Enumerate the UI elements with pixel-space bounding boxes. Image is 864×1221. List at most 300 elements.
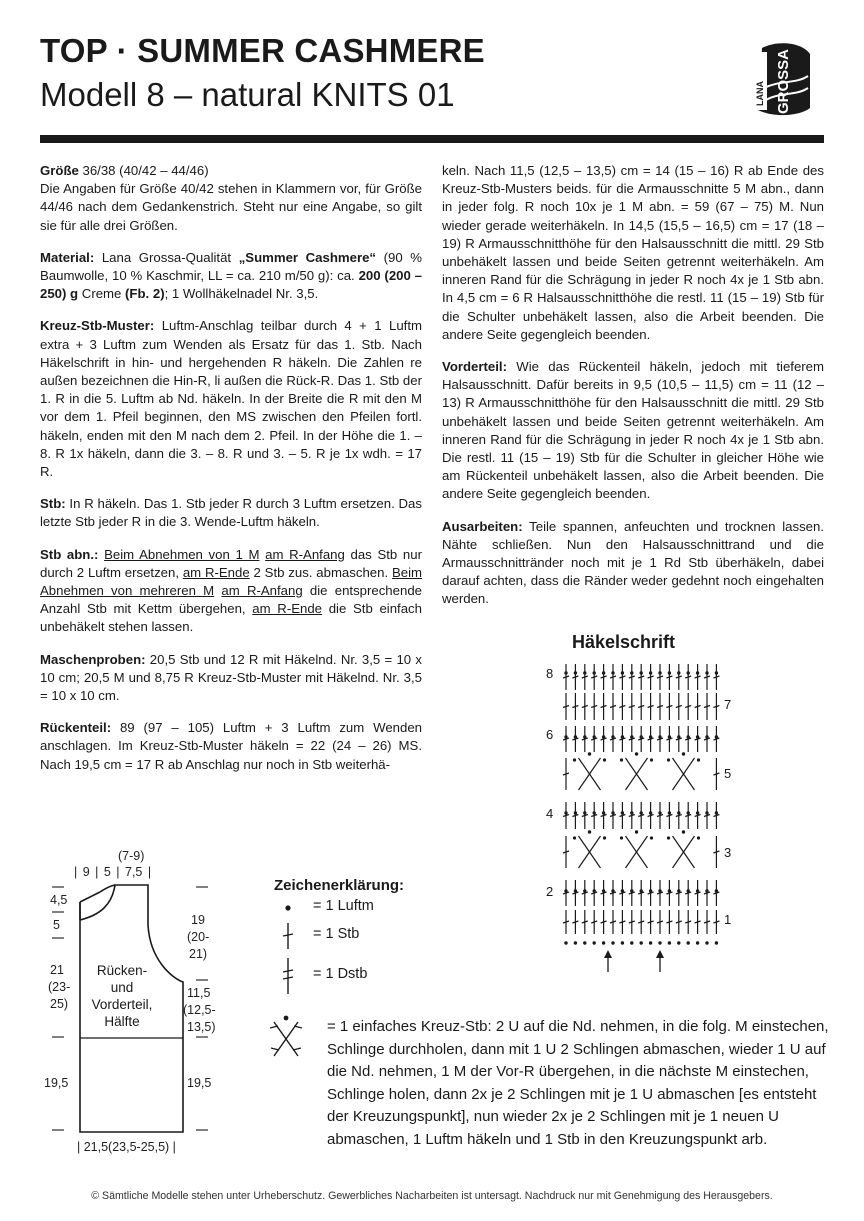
stitch-stb-bar (629, 892, 635, 894)
stitch-stb-bar (619, 815, 625, 817)
stitch-stb-bar (713, 815, 719, 817)
schnitt-center-line: und (110, 980, 134, 995)
stitch-stb-bar (563, 815, 569, 817)
ruecken-label: Rückenteil: (40, 720, 112, 736)
stitch-stb-bar (666, 921, 672, 923)
chain-dot (649, 735, 652, 738)
chain-dot (649, 671, 652, 674)
section-ausarbeiten (442, 518, 824, 609)
chain-dot (583, 735, 586, 738)
chain-dot (611, 941, 614, 944)
kreuz-stb (579, 758, 601, 790)
chain-dot (583, 889, 586, 892)
chain-dot (658, 671, 661, 674)
legend-title: Zeichenerklärung: (274, 877, 405, 894)
stitch-stb-bar (572, 676, 578, 678)
stitch-stb-bar (685, 738, 691, 740)
material-text: Lana Grossa-Qualität (94, 249, 239, 265)
chain-dot (574, 735, 577, 738)
kreuz-stb (626, 758, 648, 790)
section-stb (40, 495, 422, 531)
stitch-stb-bar (638, 892, 644, 894)
stitch-stb-bar (685, 676, 691, 678)
chain-dot (696, 811, 699, 814)
section-stb-abn (40, 546, 422, 637)
vorder-text: Wie das Rückenteil häkeln, jedoch mit tieferem Halsausschnitt. Dafür bereits in 9,5 (10,5 – 11,5) cm = 11 (12 – 13) R Armausschnitthöhe für den Halsausschnitt die mittl. 29 Stb unbehäkelt lassen und beide Seiten getrennt weiterhäkeln. Am inneren Rand für die Schrägung in jeder R noch 4x je 1 Stb abn. Die restl. 11 (15 – 19) Stb für die Schulter in gleicher Höhe wie am Rückenteil unbehäkelt lassen, also die Arbeit beenden. Die andere Seite gegengleich beenden. (442, 359, 824, 502)
chain-dot (687, 941, 690, 944)
chain-dot (668, 889, 671, 892)
chain-dot (715, 889, 718, 892)
stitch-stb-bar (695, 738, 701, 740)
stitch-stb-bar (601, 738, 607, 740)
stb-symbol (278, 921, 298, 951)
stitch-stb-bar (563, 706, 569, 708)
chain-dot (611, 889, 614, 892)
page-subtitle: Modell 8 – natural KNITS 01 (40, 76, 455, 113)
chain-dot (705, 735, 708, 738)
stitch-stb-bar (582, 892, 588, 894)
chain-dot (696, 941, 699, 944)
stitch-stb-bar (619, 676, 625, 678)
schnitt-measure-left: 21 (50, 963, 64, 977)
chain-dot (705, 671, 708, 674)
stbabn-underlined: am R-Ende (182, 564, 250, 580)
chain-dot (620, 758, 623, 761)
stitch-stb-bar (648, 815, 654, 817)
haekelschrift-title: Häkelschrift (572, 632, 676, 652)
row-number: 3 (724, 845, 732, 860)
chain-dot (583, 941, 586, 944)
stitch-stb-bar (619, 706, 625, 708)
ruecken-cont-text: keln. Nach 11,5 (12,5 – 13,5) cm = 14 (15 – 16) R ab Ende des Kreuz-Stb-Musters beids. für die Armausschnitte 5 M abn., dann in jeder folg. R noch 10x je 1 M abn. = 59 (67 – 75) M. Nun wieder gerade weiterhäkeln. In 14,5 (15,5 – 16,5) cm = 17 (18 – 19) R Armausschnitthöhe für den Halsausschnitt die mittl. 29 Stb unbehäkelt lassen und beide Seiten getrennt weiterhäkeln. Am inneren Rand für die Schrägung in jeder R noch 4x je 1 Stb abn. In 4,5 cm = 6 R Halsausschnitthöhe die restl. 11 (15 – 19) Stb für die Schulter unbehäkelt lassen, also die Arbeit beenden. Die andere Seite gegengleich beenden. (442, 163, 824, 342)
pattern-arrow-head (604, 950, 612, 958)
chain-dot (697, 758, 700, 761)
chain-dot (574, 941, 577, 944)
chain-dot (705, 889, 708, 892)
chain-dot (602, 671, 605, 674)
stitch-stb-bar (638, 921, 644, 923)
chain-dot (630, 671, 633, 674)
stitch-stb-bar (619, 921, 625, 923)
stitch-stb-bar (648, 892, 654, 894)
section-rueckenteil-cont (442, 162, 824, 344)
chain-dot (649, 811, 652, 814)
chain-dot (658, 811, 661, 814)
stitch-stb-bar (572, 815, 578, 817)
legend-stb: = 1 Stb (313, 926, 360, 942)
stitch-stb-bar (563, 773, 569, 775)
chain-dot (620, 836, 623, 839)
left-column (40, 162, 422, 788)
chain-dot (574, 671, 577, 674)
chain-dot (630, 889, 633, 892)
material-text: (90 % Baumwolle, 10 % Kaschmir, LL = ca. 210 m/50 g): ca. (40, 249, 422, 284)
section-material (40, 249, 422, 304)
stitch-stb-bar (648, 706, 654, 708)
chain-dot (602, 889, 605, 892)
chain-dot (677, 941, 680, 944)
stitch-stb-bar (563, 921, 569, 923)
chain-dot (593, 941, 596, 944)
svg-text:LANA: LANA (755, 81, 765, 106)
stitch-stb-bar (676, 738, 682, 740)
chain-dot (593, 735, 596, 738)
chain-dot (697, 836, 700, 839)
schnitt-center-line: Vorderteil, (91, 997, 153, 1012)
stitch-stb-bar (610, 921, 616, 923)
row-number: 7 (724, 697, 732, 712)
stitch-stb-bar (563, 892, 569, 894)
stitch-stb-bar (572, 892, 578, 894)
section-groesse (40, 162, 422, 235)
stitch-stb-bar (713, 773, 719, 775)
stbabn-underlined: am R-Anfang (221, 583, 303, 599)
legend-kreuz-stb: = 1 einfaches Kreuz-Stb: 2 U auf die Nd. nehmen, in die folg. M einstechen, Schlinge durchholen, dann mit 1 U 2 Schlingen abmaschen, wieder 1 U auf die Nd. nehmen, 1 M der Vor-R übergehen, in die nächste M einstechen, Schlinge holen, dann 2x je 2 Schlingen mit je 1 U abmaschen [es entsteht der Kreuzungspunkt], nun wieder 2x je 2 Schlingen mit je 1 neuen U abmaschen, 1 Luftm häkeln und 1 Stb in den Kreuzungspunkt arb. (327, 1018, 829, 1148)
stitch-stb-bar (657, 815, 663, 817)
stitch-stb-bar (685, 921, 691, 923)
svg-text:GROSSA: GROSSA (775, 48, 792, 114)
stitch-stb-bar (648, 738, 654, 740)
schnitt-top-small: (7-9) (118, 849, 145, 863)
material-text: ; 1 Wollhäkelnadel Nr. 3,5. (164, 286, 319, 302)
kreuz-stb (626, 836, 648, 868)
chain-dot (658, 941, 661, 944)
row-number: 1 (724, 912, 732, 927)
chain-dot (583, 811, 586, 814)
stitch-stb-bar (591, 706, 597, 708)
stitch-stb-bar (601, 892, 607, 894)
chain-dot (621, 941, 624, 944)
stitch-stb-bar (713, 851, 719, 853)
kreuz-stb (673, 836, 695, 868)
schnitt-measure-right: 11,5 (187, 986, 211, 1000)
maschen-text: 20,5 Stb und 12 R mit Häkelnd. Nr. 3,5 = 10 x 10 cm; 20,5 M und 8,75 R Kreuz-Stb-Muster mit Häkelnd. Nr. 3,5 = 10 x 10 cm. (40, 651, 422, 704)
chain-dot (588, 752, 591, 755)
kreuz-stb (579, 836, 601, 868)
chain-dot (602, 735, 605, 738)
chain-dot (603, 836, 606, 839)
stbabn-text: 2 Stb zus. abmaschen. (249, 564, 392, 580)
stbabn-underlined: am R-Anfang (265, 546, 345, 562)
row-number: 2 (546, 884, 554, 899)
stitch-stb-bar (582, 738, 588, 740)
chain-dot (677, 735, 680, 738)
stitch-stb-bar (610, 815, 616, 817)
chain-dot (640, 941, 643, 944)
ruecken-text: 89 (97 – 105) Luftm + 3 Luftm zum Wenden anschlagen. Im Kreuz-Stb-Muster häkeln = 22 (24 – 26) MS. Nach 19,5 cm = 17 R ab Anschlag nur noch in Stb weiterhä- (40, 720, 422, 772)
chain-dot (611, 671, 614, 674)
stitch-stb-bar (695, 676, 701, 678)
stbabn-text: die entsprechende Anzahl Stb mit Kettm übergehen, (40, 583, 422, 617)
stitch-stb-bar (648, 676, 654, 678)
chain-dot (658, 735, 661, 738)
stitch-stb-bar (704, 892, 710, 894)
chain-dot (640, 671, 643, 674)
groesse-text: 36/38 (40/42 – 44/46) (78, 163, 209, 178)
kreuz-stb (673, 836, 695, 868)
chain-dot (696, 889, 699, 892)
stitch-stb-bar (629, 738, 635, 740)
chain-dot (667, 836, 670, 839)
chain-dot (564, 735, 567, 738)
schnitt-measure-right: 13,5) (187, 1020, 216, 1034)
stbabn-underlined: Beim Abnehmen von mehreren M (40, 564, 422, 599)
stitch-stb-bar (591, 738, 597, 740)
kreuz-stb (579, 758, 601, 790)
chain-dot (564, 889, 567, 892)
stitch-stb-bar (713, 892, 719, 894)
stitch-stb-bar (657, 706, 663, 708)
schnitt-top-measure: | 9 | 5 | 7,5 | (74, 865, 152, 879)
stbabn-underlined: Beim Abnehmen von 1 M (104, 546, 260, 562)
schnitt-measure-right: (20- (187, 930, 210, 944)
stitch-stb-bar (563, 676, 569, 678)
schnitt-center-line: Hälfte (104, 1014, 140, 1029)
row-number: 5 (724, 766, 732, 781)
right-column (442, 162, 824, 623)
stitch-stb-bar (676, 676, 682, 678)
chain-dot (715, 941, 718, 944)
stbabn-label: Stb abn.: (40, 546, 99, 562)
row-number: 4 (546, 806, 554, 821)
stitch-stb-bar (572, 738, 578, 740)
chain-dot (564, 671, 567, 674)
stitch-stb-bar (629, 921, 635, 923)
stitch-stb-bar (666, 815, 672, 817)
stitch-stb-bar (676, 921, 682, 923)
material-text: Creme (78, 286, 126, 302)
kreuz-stb (626, 836, 648, 868)
chain-dot (696, 671, 699, 674)
stitch-stb-bar (685, 706, 691, 708)
dstb-symbol (278, 956, 298, 996)
stitch-stb-bar (676, 892, 682, 894)
kreuz-text: Luftm-Anschlag teilbar durch 4 + 1 Luftm extra + 3 Luftm zum Wenden als Ersatz für das 1. Stb. Nach Häkelschrift in hin- und hergehenden R häkeln. Die Zahlen re außen bezeichnen die Hin-R, li außen die Rück-R. Das 1. Stb der 1. R in die 5. Luftm ab Nd. häkeln. In der Breite die R mit den M vor dem 1. Pfeil beginnen, den MS zwischen den Pfeilen fortl. häkeln, enden mit den M nach dem 2. Pfeil. In der Höhe die 1. – 8. R 1x häkeln, dann die 3. – 8. R und 3. – 5. R je 1x wdh. = 17 R. (40, 318, 422, 480)
schnitt-measure-right: 19 (191, 913, 205, 927)
chain-dot (705, 811, 708, 814)
chain-dot (640, 735, 643, 738)
chain-dot (635, 752, 638, 755)
header-rule (40, 135, 824, 143)
luftm-symbol (278, 898, 298, 918)
chain-dot (687, 735, 690, 738)
chain-dot (640, 811, 643, 814)
stitch-stb-bar (666, 892, 672, 894)
chain-dot (564, 811, 567, 814)
chain-dot (611, 811, 614, 814)
stitch-stb-bar (629, 676, 635, 678)
stitch-stb-bar (601, 815, 607, 817)
row-number: 6 (546, 727, 554, 742)
chain-dot (677, 671, 680, 674)
chain-dot (715, 735, 718, 738)
lana-grossa-logo (752, 40, 814, 118)
stitch-stb-bar (629, 815, 635, 817)
stitch-stb-bar (676, 706, 682, 708)
chain-dot (603, 758, 606, 761)
stitch-stb-bar (657, 676, 663, 678)
schnitt-bottom-measure: | 21,5(23,5-25,5) | (77, 1140, 176, 1154)
page-title: TOP · SUMMER CASHMERE (40, 32, 485, 69)
stitch-stb-bar (648, 921, 654, 923)
stbabn-text: das Stb nur durch 2 Luftm ersetzen, (40, 546, 422, 580)
stitch-stb-bar (582, 921, 588, 923)
stitch-stb-bar (676, 815, 682, 817)
aus-label: Ausarbeiten: (442, 518, 523, 534)
legend-luftm: = 1 Luftm (313, 898, 374, 914)
stitch-stb-bar (713, 921, 719, 923)
stitch-stb-bar (582, 706, 588, 708)
chain-dot (574, 889, 577, 892)
chain-dot (621, 889, 624, 892)
stitch-stb-bar (713, 706, 719, 708)
schnitt-measure-left: 25) (50, 997, 69, 1011)
stbabn-underlined: am R-Ende (252, 601, 323, 617)
chain-dot (668, 671, 671, 674)
stitch-stb-bar (591, 921, 597, 923)
stitch-stb-bar (572, 921, 578, 923)
stitch-stb-bar (695, 706, 701, 708)
stitch-stb-bar (563, 851, 569, 853)
stitch-stb-bar (619, 892, 625, 894)
schnitt-center-label (77, 962, 167, 1030)
kreuz-stb-symbol (268, 1014, 304, 1058)
schnitt-measure-right: 21) (189, 947, 208, 961)
footer-copyright: © Sämtliche Modelle stehen unter Urheberschutz. Gewerbliches Nacharbeiten ist untersagt. Nachdruck nur mit Genehmigung des Herausgebers. (91, 1190, 773, 1202)
chain-dot (649, 889, 652, 892)
schnitt-measure-right: 19,5 (187, 1076, 212, 1090)
stitch-stb-bar (610, 676, 616, 678)
material-color: (Fb. 2) (125, 286, 165, 302)
groesse-desc: Die Angaben für Größe 40/42 stehen in Klammern vor, für Größe 44/46 nach dem Gedankenstrich. Steht nur eine Angabe, so gilt sie für alle drei Größen. (40, 181, 422, 233)
chain-dot (668, 735, 671, 738)
stitch-stb-bar (704, 706, 710, 708)
stitch-stb-bar (601, 921, 607, 923)
chain-dot (583, 671, 586, 674)
stitch-stb-bar (582, 815, 588, 817)
row-number: 8 (546, 666, 554, 681)
kreuz-stb (673, 758, 695, 790)
stitch-stb-bar (591, 892, 597, 894)
chain-dot (564, 941, 567, 944)
stitch-stb-bar (666, 676, 672, 678)
section-vorderteil (442, 358, 824, 504)
stitch-stb-bar (704, 815, 710, 817)
vorder-label: Vorderteil: (442, 359, 507, 375)
stitch-stb-bar (685, 892, 691, 894)
chain-dot (573, 836, 576, 839)
stitch-stb-bar (638, 815, 644, 817)
legend-dstb: = 1 Dstb (313, 966, 368, 982)
stitch-stb-bar (601, 706, 607, 708)
material-amount: 200 (200 – 250) g (40, 268, 423, 302)
chain-dot (658, 889, 661, 892)
chain-dot (650, 836, 653, 839)
chain-dot (677, 811, 680, 814)
schnitt-measure-left: 4,5 (50, 893, 68, 907)
chain-dot (649, 941, 652, 944)
section-rueckenteil (40, 719, 422, 774)
chain-dot (705, 941, 708, 944)
chain-dot (621, 811, 624, 814)
stitch-stb-bar (657, 921, 663, 923)
stitch-stb-bar (666, 706, 672, 708)
schnitt-measure-right: (12,5- (183, 1003, 216, 1017)
schnitt-measure-left: (23- (48, 980, 71, 994)
chain-dot (668, 941, 671, 944)
stb-text: In R häkeln. Das 1. Stb jeder R durch 3 Luftm ersetzen. Das letzte Stb jeder R in die 3. Wende-Luftm häkeln. (40, 496, 422, 530)
stitch-stb-bar (601, 676, 607, 678)
chain-dot (621, 671, 624, 674)
chain-dot (630, 735, 633, 738)
chain-dot (650, 758, 653, 761)
stitch-stb-bar (619, 738, 625, 740)
aus-text: Teile spannen, anfeuchten und trocknen lassen. Nähte schließen. Nun den Halsausschnittrand und die Armausschnittränder noch mit je 1 Rd Stb überhäkeln, dabei darauf achten, dass die Ränder weder gedehnt noch eingehalten werden. (442, 518, 824, 607)
stitch-stb-bar (704, 738, 710, 740)
chain-dot (687, 889, 690, 892)
stitch-stb-bar (638, 706, 644, 708)
kreuz-stb (579, 836, 601, 868)
pattern-arrow-head (656, 950, 664, 958)
stitch-stb-bar (657, 892, 663, 894)
stitch-stb-bar (582, 676, 588, 678)
stitch-stb-bar (704, 921, 710, 923)
chain-dot (574, 811, 577, 814)
chain-dot (593, 671, 596, 674)
schnitt-measure-left: 5 (53, 918, 60, 932)
schnitt-center-line: Rücken- (96, 963, 148, 978)
chain-dot (593, 889, 596, 892)
stitch-stb-bar (610, 706, 616, 708)
stb-label: Stb: (40, 496, 66, 512)
stitch-stb-bar (695, 921, 701, 923)
stitch-stb-bar (629, 706, 635, 708)
stitch-stb-bar (695, 815, 701, 817)
chain-dot (668, 811, 671, 814)
stitch-stb-bar (713, 676, 719, 678)
chain-dot (682, 830, 685, 833)
chain-dot (630, 811, 633, 814)
chain-dot (602, 811, 605, 814)
chain-dot (696, 735, 699, 738)
kreuz-label: Kreuz-Stb-Muster: (40, 318, 155, 334)
stitch-stb-bar (591, 676, 597, 678)
chain-dot (667, 758, 670, 761)
stitch-stb-bar (638, 676, 644, 678)
chain-dot (677, 889, 680, 892)
chain-dot (611, 735, 614, 738)
chain-dot (687, 811, 690, 814)
chain-dot (621, 735, 624, 738)
chain-dot (635, 830, 638, 833)
maschen-label: Maschenproben: (40, 651, 146, 667)
groesse-label: Größe (40, 163, 79, 178)
stitch-stb-bar (572, 706, 578, 708)
chain-dot (640, 889, 643, 892)
stitch-stb-bar (713, 738, 719, 740)
stitch-stb-bar (666, 738, 672, 740)
schnitt-measure-left: 19,5 (44, 1076, 69, 1090)
material-quality: „Summer Cashmere“ (238, 249, 377, 265)
chain-dot (687, 671, 690, 674)
chain-dot (715, 811, 718, 814)
stitch-stb-bar (610, 738, 616, 740)
stitch-stb-bar (610, 892, 616, 894)
chain-dot (573, 758, 576, 761)
section-maschenproben (40, 651, 422, 706)
stitch-stb-bar (591, 815, 597, 817)
section-kreuz-stb-muster (40, 317, 422, 481)
